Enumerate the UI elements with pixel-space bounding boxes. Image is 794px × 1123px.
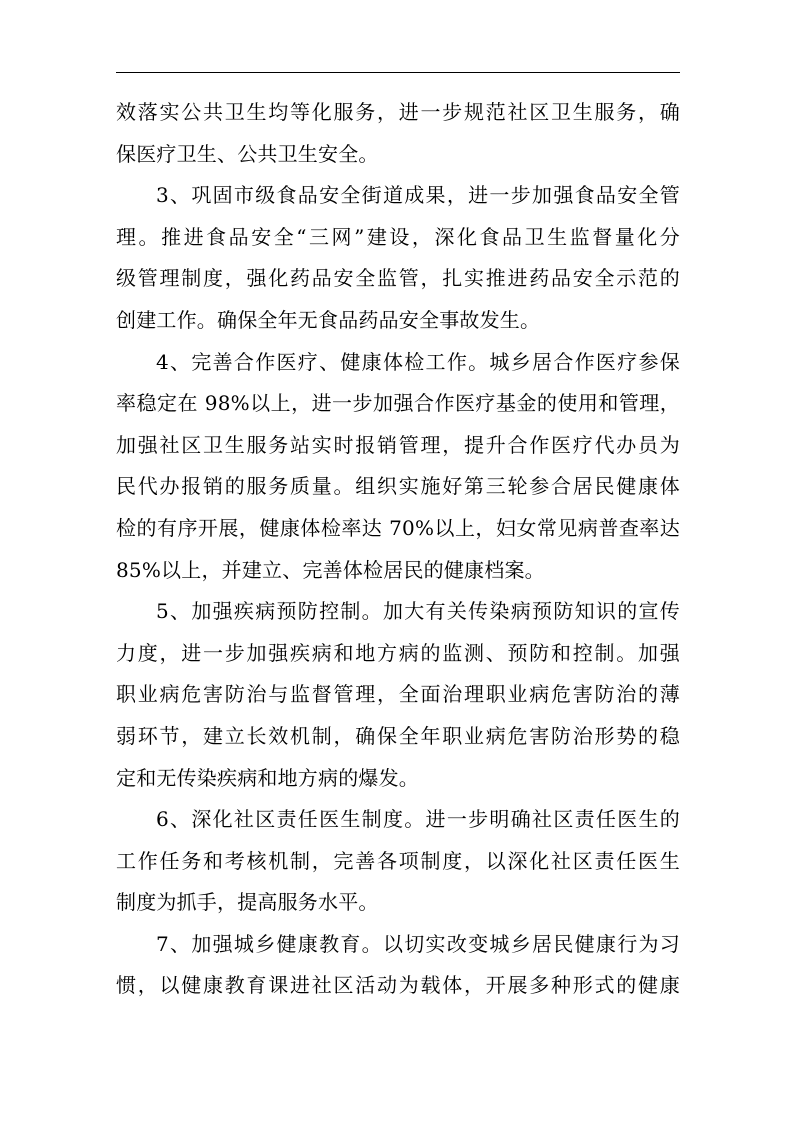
text-line: 定和无传染疾病和地方病的爆发。 <box>116 765 419 790</box>
text-line: 85%以上，并建立、完善体检居民的健康档案。 <box>116 557 545 582</box>
text-line: 3、巩固市级食品安全街道成果，进一步加强食品安全管 <box>156 183 680 208</box>
text-line: 7、加强城乡健康教育。以切实改变城乡居民健康行为习 <box>156 931 680 956</box>
text-line: 级管理制度，强化药品安全监管，扎实推进药品安全示范的 <box>116 266 680 291</box>
text-line: 惯，以健康教育课进社区活动为载体，开展多种形式的健康 <box>116 973 680 998</box>
text-line: 弱环节，建立长效机制，确保全年职业病危害防治形势的稳 <box>116 723 680 748</box>
text-line: 保医疗卫生、公共卫生安全。 <box>116 141 379 166</box>
text-line: 创建工作。确保全年无食品药品安全事故发生。 <box>116 307 541 332</box>
text-line: 工作任务和考核机制，完善各项制度，以深化社区责任医生 <box>116 848 680 873</box>
text-line: 加强社区卫生服务站实时报销管理，提升合作医疗代办员为 <box>116 432 680 457</box>
text-line: 制度为抓手，提高服务水平。 <box>116 890 379 915</box>
text-line: 率稳定在 98%以上，进一步加强合作医疗基金的使用和管理， <box>116 391 680 416</box>
text-line: 力度，进一步加强疾病和地方病的监测、预防和控制。加强 <box>116 640 680 665</box>
text-line: 效落实公共卫生均等化服务，进一步规范社区卫生服务，确 <box>116 100 680 124</box>
document-body <box>116 92 680 1007</box>
text-line: 5、加强疾病预防控制。加大有关传染病预防知识的宣传 <box>156 599 680 624</box>
text-line: 检的有序开展，健康体检率达 70%以上，妇女常见病普查率达 <box>116 515 680 540</box>
header-rule <box>116 72 680 73</box>
text-line: 民代办报销的服务质量。组织实施好第三轮参合居民健康体 <box>116 474 680 499</box>
text-line: 理。推进食品安全“三网”建设，深化食品卫生监督量化分 <box>116 224 680 249</box>
text-line: 6、深化社区责任医生制度。进一步明确社区责任医生的 <box>156 807 680 832</box>
text-line: 4、完善合作医疗、健康体检工作。城乡居合作医疗参保 <box>156 349 680 374</box>
text-line: 职业病危害防治与监督管理，全面治理职业病危害防治的薄 <box>116 682 680 707</box>
